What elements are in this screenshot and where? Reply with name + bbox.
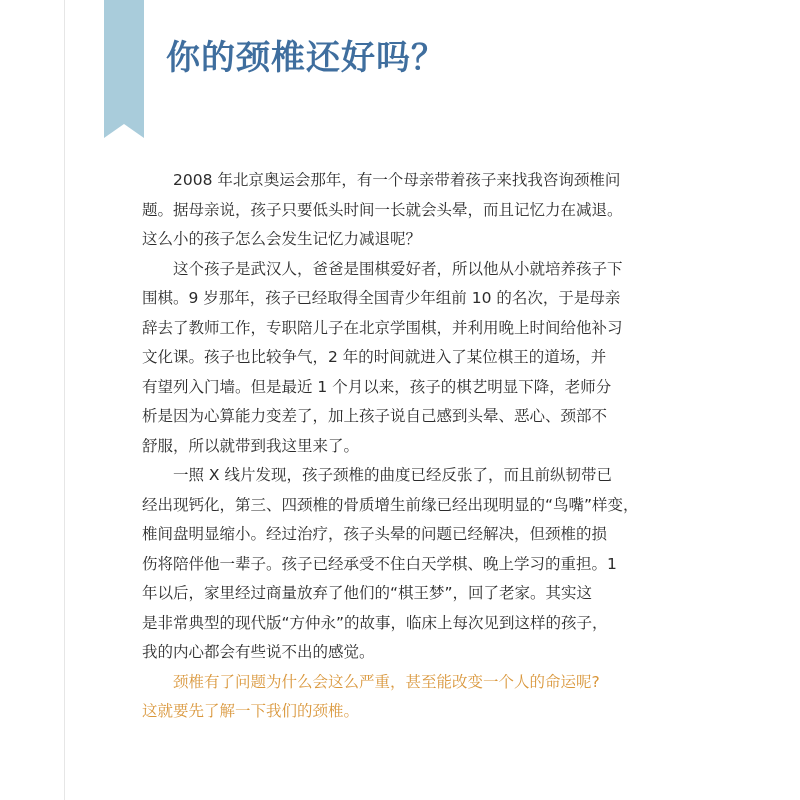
text-line: 经出现钙化，第三、四颈椎的骨质增生前缘已经出现明显的“鸟嘴”样变，	[142, 495, 639, 514]
page-edge-line	[64, 0, 65, 800]
bookmark-ribbon-icon	[104, 0, 144, 138]
text-line: 2008 年北京奥运会那年，有一个母亲带着孩子来找我咨询颈椎问	[173, 171, 621, 189]
text-line: 题。据母亲说，孩子只要低头时间一长就会头晕，而且记忆力在减退。	[142, 200, 623, 219]
text-line: 年以后，家里经过商量放弃了他们的“棋王梦”，回了老家。其实这	[142, 584, 593, 602]
text-line: 伤将陪伴他一辈子。孩子已经承受不住白天学棋、晚上学习的重担。1	[142, 554, 617, 573]
paragraph-2	[142, 255, 682, 462]
text-line: 是非常典型的现代版“方仲永”的故事，临床上每次见到这样的孩子，	[142, 613, 608, 632]
text-line: 这就要先了解一下我们的颈椎。	[142, 702, 360, 720]
page-title: 你的颈椎还好吗？	[166, 38, 446, 78]
highlight-paragraph	[142, 668, 682, 727]
text-line: 这个孩子是武汉人，爸爸是围棋爱好者，所以他从小就培养孩子下	[173, 259, 623, 278]
text-line: 颈椎有了问题为什么会这么严重，甚至能改变一个人的命运呢?	[173, 672, 600, 691]
text-line: 椎间盘明显缩小。经过治疗，孩子头晕的问题已经解决，但颈椎的损	[142, 525, 608, 543]
article-body	[142, 166, 682, 727]
text-line: 辞去了教师工作，专职陪儿子在北京学围棋，并利用晚上时间给他补习	[142, 318, 623, 337]
paragraph-1	[142, 166, 682, 255]
paragraph-3	[142, 461, 682, 668]
text-line: 围棋。9 岁那年，孩子已经取得全国青少年组前 10 的名次，于是母亲	[142, 289, 621, 307]
text-line: 文化课。孩子也比较争气，2 年的时间就进入了某位棋王的道场，并	[142, 348, 607, 366]
text-line: 有望列入门墙。但是最近 1 个月以来，孩子的棋艺明显下降，老师分	[142, 377, 612, 396]
text-line: 析是因为心算能力变差了，加上孩子说自己感到头晕、恶心、颈部不	[142, 407, 608, 425]
text-line: 这么小的孩子怎么会发生记忆力减退呢？	[142, 230, 422, 248]
text-line: 舒服，所以就带到我这里来了。	[142, 436, 360, 455]
text-line: 我的内心都会有些说不出的感觉。	[142, 643, 375, 661]
text-line: 一照 X 线片发现，孩子颈椎的曲度已经反张了，而且前纵韧带已	[173, 466, 612, 484]
